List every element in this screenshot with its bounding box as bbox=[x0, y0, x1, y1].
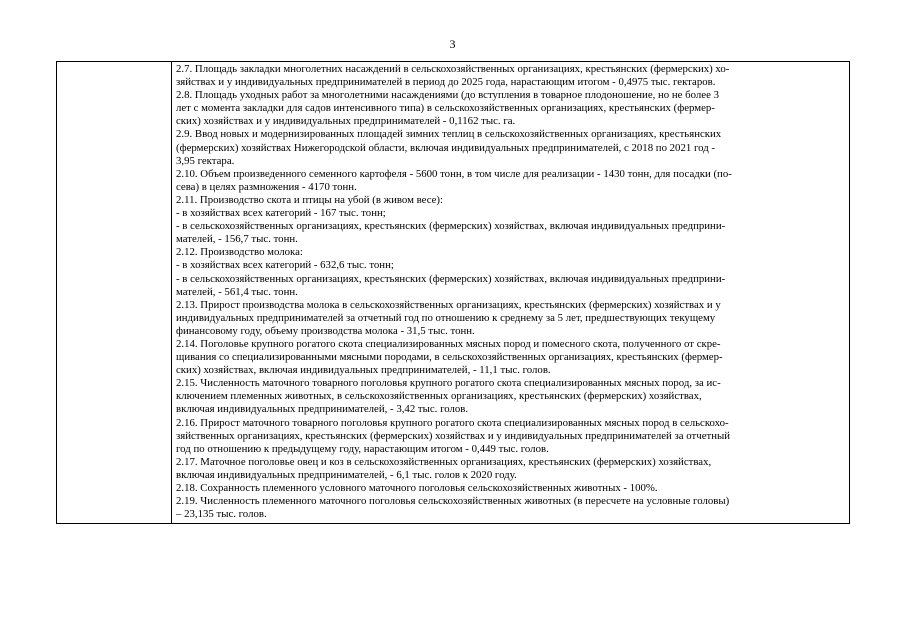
text-line: 2.11. Производство скота и птицы на убой (в живом весе): bbox=[176, 193, 444, 206]
text-line: - в хозяйствах всех категорий - 167 тыс. тонн; bbox=[176, 207, 386, 220]
text-line: 2.16. Прирост маточного товарного поголовья крупного рогатого скота специализированных мясных пород в сельскохо- bbox=[176, 416, 729, 429]
text-line: (фермерских) хозяйствах Нижегородской области, включая индивидуальных предпринимателей, с 2018 по 2021 год - bbox=[176, 141, 715, 154]
text-line: мателей, - 561,4 тыс. тонн. bbox=[176, 285, 298, 298]
text-line: зяйственных организациях, крестьянских (фермерских) хозяйствах и у индивидуальных предпринимателей за отчетный bbox=[176, 429, 731, 442]
text-line: 2.7. Площадь закладки многолетних насаждений в сельскохозяйственных организациях, крестьянских (фермерских) хо- bbox=[176, 63, 730, 75]
text-line: 2.14. Поголовье крупного рогатого скота специализированных мясных пород и помесного скота, полученного от скре- bbox=[176, 337, 721, 350]
text-line: год по отношению к предыдущему году, нарастающим итогом - 0,449 тыс. голов. bbox=[176, 442, 549, 455]
text-line: 2.10. Объем произведенного семенного картофеля - 5600 тонн, в том числе для реализации - 1430 тонн, для посадки (по- bbox=[176, 167, 732, 180]
text-line: - в сельскохозяйственных организациях, крестьянских (фермерских) хозяйствах, включая индивидуальных предприни- bbox=[176, 220, 726, 233]
indicators-text-cell bbox=[172, 62, 850, 524]
text-line: финансовому году, объему производства молока - 31,5 тыс. тонн. bbox=[176, 324, 475, 337]
text-line: лет с момента закладки для садов интенсивного типа) в сельскохозяйственных организациях, крестьянских (фермер- bbox=[176, 102, 715, 115]
text-line: - в сельскохозяйственных организациях, крестьянских (фермерских) хозяйствах, включая индивидуальных предприни- bbox=[176, 272, 726, 285]
text-line: включая индивидуальных предпринимателей, - 3,42 тыс. голов. bbox=[176, 403, 469, 416]
text-line: 2.12. Производство молока: bbox=[176, 246, 303, 259]
text-line: 2.18. Сохранность племенного условного маточного поголовья сельскохозяйственных животных - 100%. bbox=[176, 482, 658, 494]
text-line: – 23,135 тыс. голов. bbox=[176, 508, 267, 521]
text-line: зяйствах и у индивидуальных предпринимателей в период до 2025 года, нарастающим итогом - 0,4975 тыс. гектаров. bbox=[176, 76, 716, 89]
text-line: 3,95 гектара. bbox=[176, 154, 235, 167]
text-line: 2.15. Численность маточного товарного поголовья крупного рогатого скота специализированных мясных пород, за ис- bbox=[176, 377, 721, 390]
text-line: - в хозяйствах всех категорий - 632,6 тыс. тонн; bbox=[176, 259, 394, 272]
text-line: ских) хозяйствах, включая индивидуальных предпринимателей, - 11,1 тыс. голов. bbox=[176, 364, 551, 377]
page-number: 3 bbox=[449, 37, 456, 51]
text-line: индивидуальных предпринимателей за отчетный год по отношению к среднему за 5 лет, предшествующих текущему bbox=[176, 311, 716, 324]
text-line: мателей, - 156,7 тыс. тонн. bbox=[176, 233, 298, 246]
text-line: ключением племенных животных, в сельскохозяйственных организациях, крестьянских (фермерских) хозяйствах, bbox=[176, 390, 702, 403]
table-row bbox=[57, 62, 850, 524]
empty-left-cell bbox=[57, 62, 172, 524]
text-line: 2.19. Численность племенного маточного поголовья сельскохозяйственных животных (в пересчете на условные головы) bbox=[176, 495, 730, 508]
text-line: сева) в целях размножения - 4170 тонн. bbox=[176, 180, 357, 193]
indicators-table bbox=[56, 61, 850, 524]
text-line: включая индивидуальных предпринимателей, - 6,1 тыс. голов к 2020 году. bbox=[176, 468, 517, 481]
text-line: 2.9. Ввод новых и модернизированных площадей зимних теплиц в сельскохозяйственных организациях, крестьянских bbox=[176, 128, 722, 141]
text-line: 2.8. Площадь уходных работ за многолетними насаждениями (до вступления в товарное плодоношение, но не более 3 bbox=[176, 89, 719, 102]
text-line: щивания со специализированными мясными породами, в сельскохозяйственных организациях, крестьянских (фермер- bbox=[176, 351, 723, 364]
text-line: 2.13. Прирост производства молока в сельскохозяйственных организациях, крестьянских (фермерских) хозяйствах и у bbox=[176, 298, 721, 311]
text-line: 2.17. Маточное поголовье овец и коз в сельскохозяйственных организациях, крестьянских (фермерских) хозяйствах, bbox=[176, 455, 712, 468]
text-line: ских) хозяйствах и у индивидуальных предпринимателей - 0,1162 тыс. га. bbox=[176, 115, 516, 128]
